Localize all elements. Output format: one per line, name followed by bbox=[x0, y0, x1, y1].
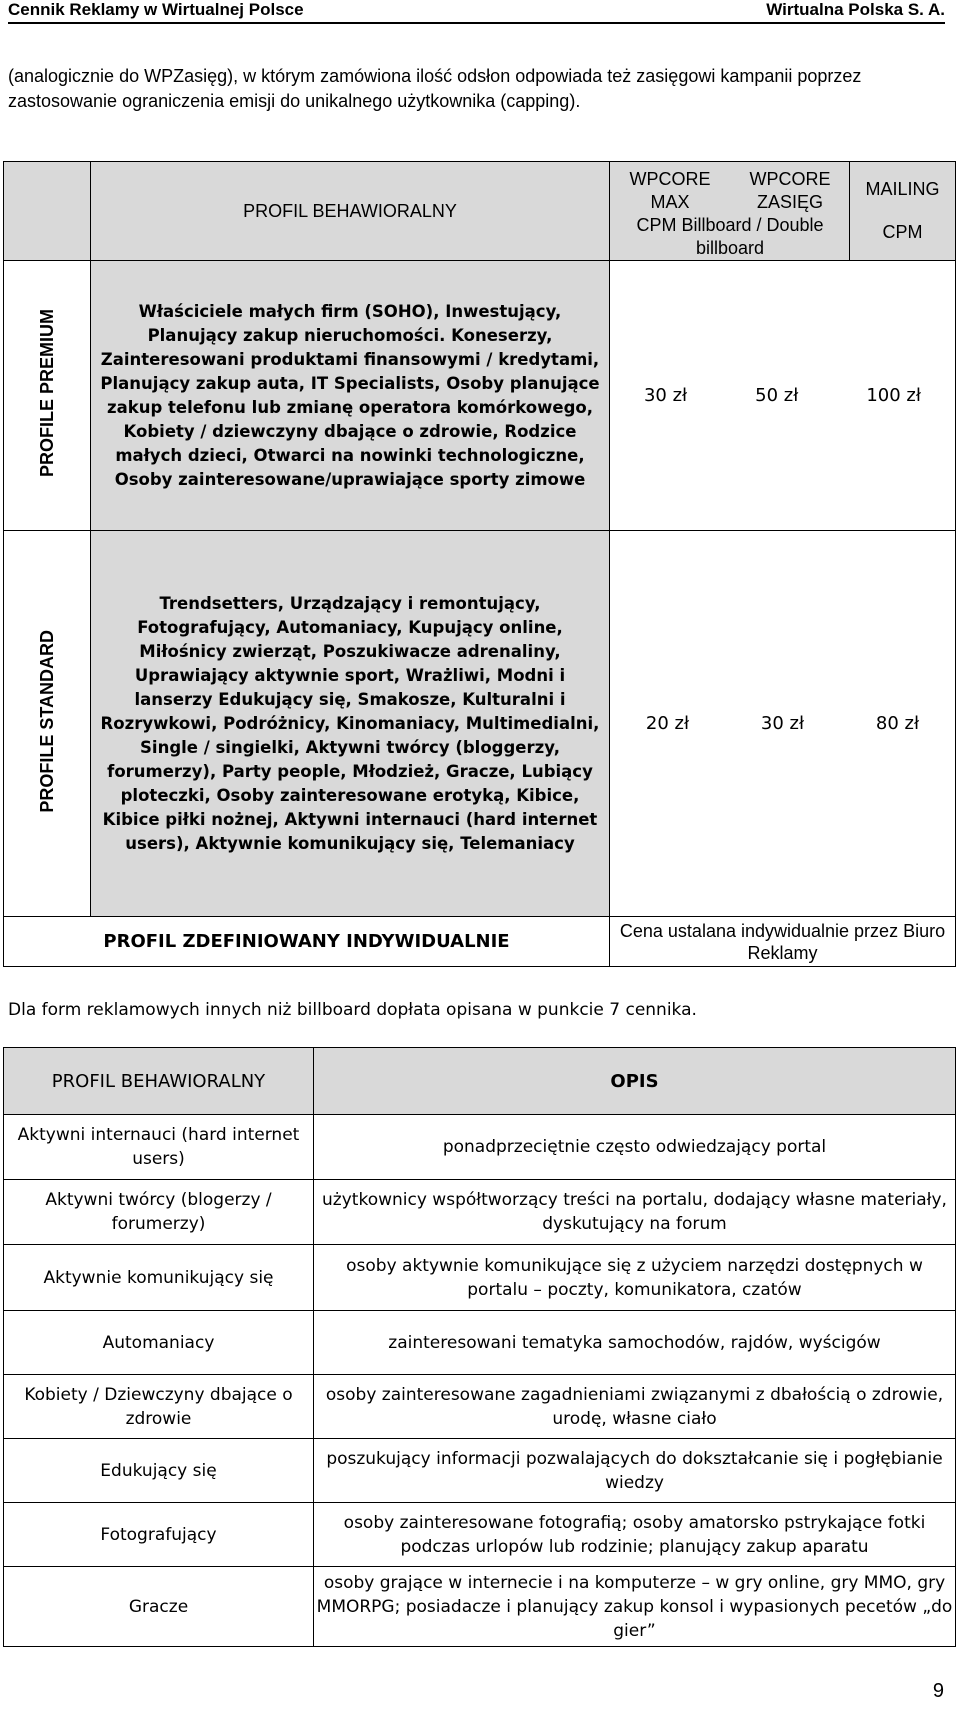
standard-label: PROFILE STANDARD bbox=[36, 630, 57, 813]
profile-desc: użytkownicy współtworzący treści na portalu, dodający własne materiały, dyskutujący na forum bbox=[314, 1180, 956, 1245]
page-number: 9 bbox=[932, 1680, 944, 1702]
profile-name: Kobiety / Dziewczyny dbające o zdrowie bbox=[4, 1375, 314, 1439]
col-header-mailing bbox=[850, 162, 956, 261]
col-header-opis: OPIS bbox=[314, 1048, 956, 1115]
profile-name: Gracze bbox=[4, 1567, 314, 1647]
premium-prices bbox=[610, 261, 956, 531]
profile-desc: osoby grające w internecie i na komputerze – w gry online, gry MMO, gry MMORPG; posiadacze i planujący zakup konsol i wypasionych pecetów „do gier” bbox=[314, 1567, 956, 1647]
intro-paragraph: (analogicznie do WPZasięg), w którym zamówiona ilość odsłon odpowiada też zasięgowi kampanii poprzez zastosowanie ograniczenia emisji do unikalnego użytkownika (capping). bbox=[8, 66, 862, 111]
billboard-note: Dla form reklamowych innych niż billboard dopłata opisana w punkcie 7 cennika. bbox=[8, 1000, 697, 1020]
col-header-wpcore-max: WPCORE MAX bbox=[629, 169, 711, 212]
standard-label-cell bbox=[4, 531, 91, 917]
profile-name: Fotografujący bbox=[4, 1503, 314, 1567]
col-header-wpcore-zasieg: WPCORE ZASIĘG bbox=[749, 169, 831, 212]
premium-label: PROFILE PREMIUM bbox=[36, 309, 57, 478]
profile-desc: osoby zainteresowane fotografią; osoby amatorsko pstrykające fotki podczas urlopów lub rodzinie; planujący zakup aparatu bbox=[314, 1503, 956, 1567]
mailing-label: MAILING bbox=[865, 179, 940, 199]
profile-name: Edukujący się bbox=[4, 1439, 314, 1503]
profiles-description-table bbox=[3, 1047, 956, 1647]
profile-name: Aktywni internauci (hard internet users) bbox=[4, 1115, 314, 1180]
header-title: Cennik Reklamy w Wirtualnej Polsce bbox=[8, 0, 304, 19]
profile-desc: ponadprzeciętnie często odwiedzający portal bbox=[314, 1115, 956, 1180]
profile-desc: zainteresowani tematyka samochodów, rajdów, wyścigów bbox=[314, 1311, 956, 1375]
premium-label-cell bbox=[4, 261, 91, 531]
profile-name: Automaniacy bbox=[4, 1311, 314, 1375]
custom-profile-label: PROFIL ZDEFINIOWANY INDYWIDUALNIE bbox=[4, 917, 610, 967]
col-header-cpm-billboard: CPM Billboard / Double billboard bbox=[636, 215, 824, 258]
standard-prices bbox=[610, 531, 956, 917]
mailing-cpm-label: CPM bbox=[882, 222, 923, 242]
premium-profiles: Właściciele małych firm (SOHO), Inwestujący, Planujący zakup nieruchomości. Koneserzy, Zainteresowani produktami finansowymi / kredytami, Planujący zakup auta, IT Specialists, Osoby planujące zakup telefonu lub zmianę operatora komórkowego, Kobiety / dziewczyny dbające o zdrowie, Rodzice małych dzieci, Otwarci na nowinki technologiczne, Osoby zainteresowane/uprawiające sporty zimowe bbox=[91, 261, 610, 531]
profile-name: Aktywnie komunikujący się bbox=[4, 1245, 314, 1311]
custom-profile-price: Cena ustalana indywidualnie przez Biuro Reklamy bbox=[610, 917, 956, 967]
standard-price-max: 20 zł bbox=[645, 713, 690, 734]
standard-price-zasieg: 30 zł bbox=[760, 713, 805, 734]
premium-price-max: 30 zł bbox=[643, 385, 688, 406]
premium-price-mailing: 100 zł bbox=[866, 385, 921, 406]
header-company: Wirtualna Polska S. A. bbox=[766, 0, 945, 19]
premium-price-zasieg: 50 zł bbox=[755, 385, 799, 406]
col-header-profile-name: PROFIL BEHAWIORALNY bbox=[4, 1048, 314, 1115]
col-header-wpcore bbox=[610, 162, 850, 261]
page-header bbox=[8, 0, 945, 24]
profile-desc: osoby zainteresowane zagadnieniami związanymi z dbałością o zdrowie, urodę, własne ciało bbox=[314, 1375, 956, 1439]
standard-profiles: Trendsetters, Urządzający i remontujący, Fotografujący, Automaniacy, Kupujący online, Miłośnicy zwierząt, Poszukiwacze adrenaliny, Uprawiający aktywnie sport, Wrażliwi, Modni i lanserzy Edukujący się, Smakosze, Kulturalni i Rozrywkowi, Podróżnicy, Kinomaniacy, Multimedialni, Single / singielki, Aktywni twórcy (bloggerzy, forumerzy), Party people, Młodzież, Gracze, Lubiący ploteczki, Osoby zainteresowane erotyką, Kibice, Kibice piłki nożnej, Aktywni internauci (hard internet users), Aktywnie komunikujący się, Telemaniacy bbox=[91, 531, 610, 917]
corner-cell bbox=[4, 162, 91, 261]
profile-desc: osoby aktywnie komunikujące się z użyciem narzędzi dostępnych w portalu – poczty, komunikatora, czatów bbox=[314, 1245, 956, 1311]
pricing-table bbox=[3, 161, 956, 967]
col-header-profile: PROFIL BEHAWIORALNY bbox=[91, 162, 610, 261]
profile-desc: poszukujący informacji pozwalających do dokształcanie się i pogłębianie wiedzy bbox=[314, 1439, 956, 1503]
profile-name: Aktywni twórcy (blogerzy / forumerzy) bbox=[4, 1180, 314, 1245]
standard-price-mailing: 80 zł bbox=[875, 713, 920, 734]
